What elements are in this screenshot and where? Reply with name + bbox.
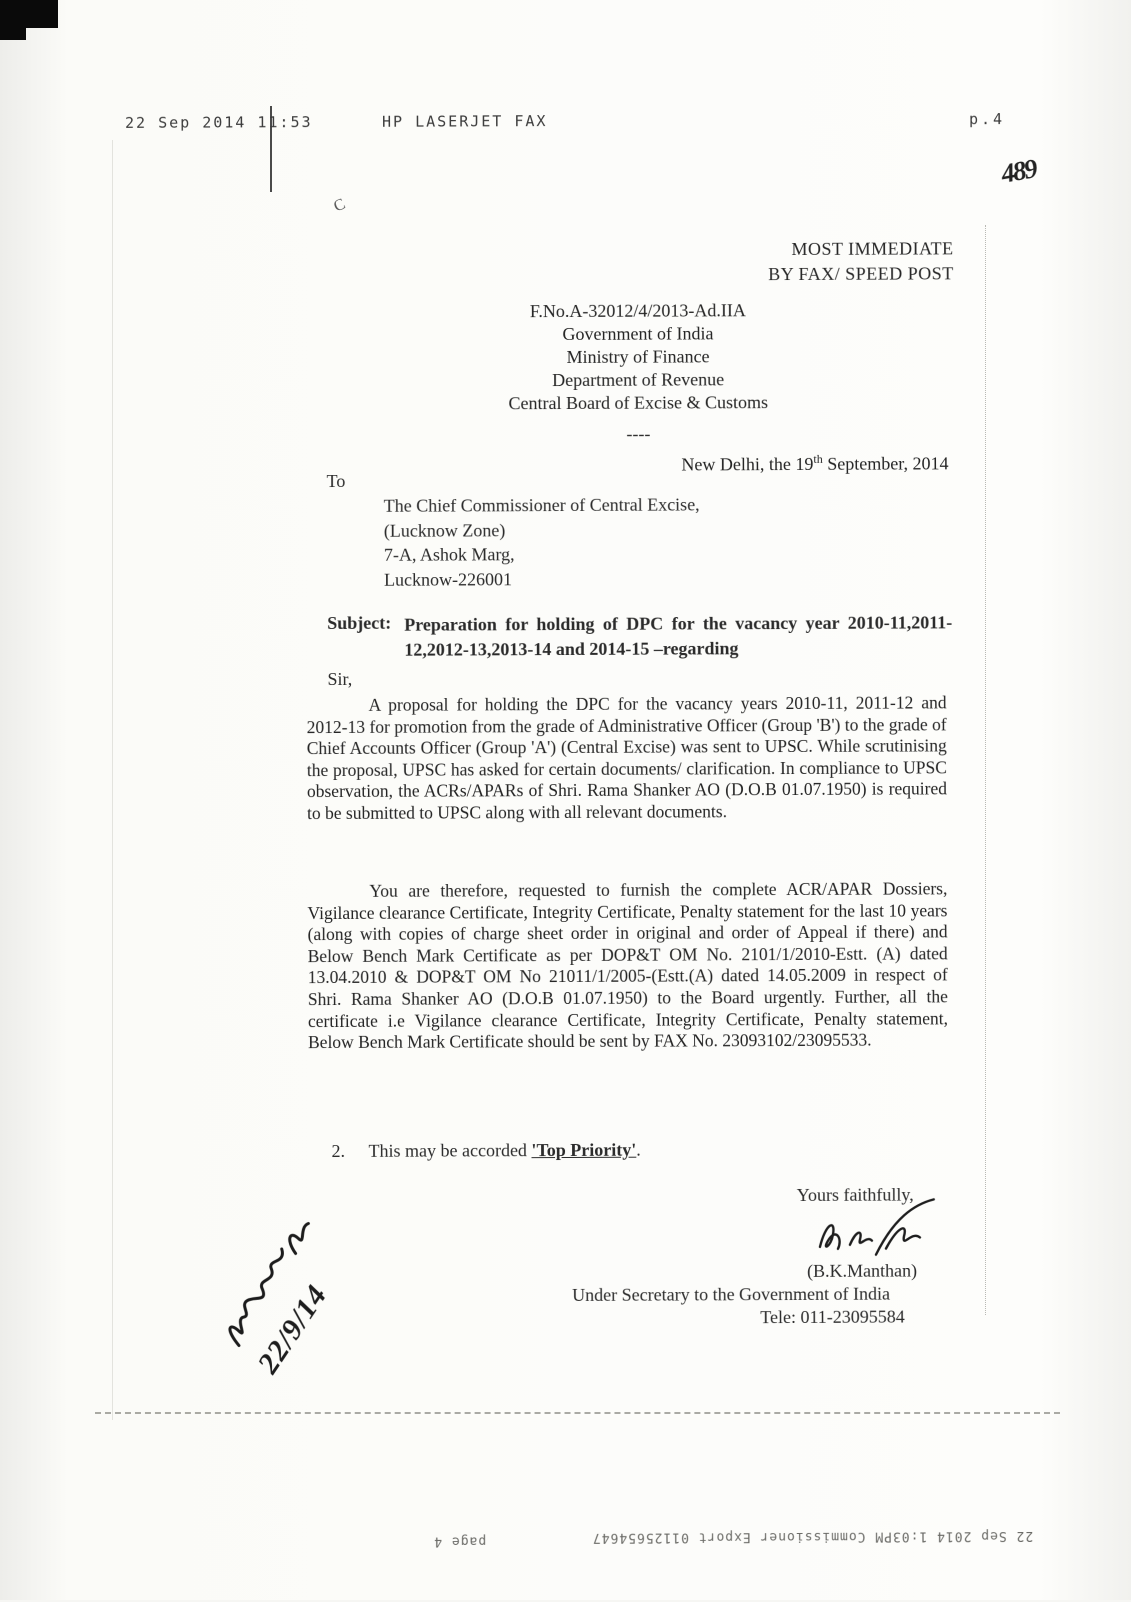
body-paragraph-1: A proposal for holding the DPC for the vacancy years 2010-11, 2011-12 and 2012-13 for promotion from the grade of Administrative Officer (Group 'B') to the grade of Chief Accounts Officer (Group 'A') (Central Excise) was sent to UPSC. While scrutinising the proposal, UPSC has asked for certain documents/ clarification. In compliance to UPSC observation, the ACRs/APARs of Shri. Rama Shanker AO (D.O.B 01.07.1950) is required to be submitted to UPSC along with all relevant documents. bbox=[306, 692, 947, 824]
footer-fax-line: 22 Sep 2014 1:03PM Commissioner Export 01125654647 bbox=[591, 1527, 1034, 1545]
address-line: Lucknow-226001 bbox=[383, 568, 513, 590]
fax-header-page: p.4 bbox=[968, 110, 1006, 129]
org-line-department: Department of Revenue bbox=[552, 369, 725, 391]
signatory-phone: Tele: 011-23095584 bbox=[760, 1306, 905, 1328]
dateline-superscript: th bbox=[813, 451, 823, 466]
org-line-ministry: Ministry of Finance bbox=[566, 346, 710, 367]
subject-label: Subject: bbox=[327, 612, 392, 634]
dateline-prefix: New Delhi, the 19 bbox=[681, 453, 814, 475]
item-2-text bbox=[368, 1140, 640, 1162]
closing: Yours faithfully, bbox=[796, 1184, 914, 1205]
fax-header-datetime: 22 Sep 2014 11:53 bbox=[125, 113, 313, 132]
handwritten-date: 22/9/14 bbox=[251, 1278, 334, 1380]
salutation: Sir, bbox=[327, 668, 353, 690]
signature-scribble bbox=[810, 1196, 960, 1263]
priority-line-1: MOST IMMEDIATE bbox=[791, 238, 954, 260]
footer-page-label: page 4 bbox=[433, 1533, 487, 1549]
letterhead-divider: ---- bbox=[626, 423, 651, 444]
recipient-address bbox=[384, 492, 700, 591]
signatory-title: Under Secretary to the Government of India bbox=[572, 1283, 891, 1305]
stray-pen-mark: C bbox=[331, 195, 348, 216]
org-line-government: Government of India bbox=[562, 323, 714, 345]
to-label: To bbox=[326, 470, 346, 492]
signatory-name: (B.K.Manthan) bbox=[807, 1260, 918, 1281]
item-2-suffix: . bbox=[636, 1139, 641, 1160]
address-line: The Chief Commissioner of Central Excise, bbox=[383, 494, 700, 516]
file-number: F.No.A-32012/4/2013-Ad.IIA bbox=[529, 300, 746, 322]
org-line-board: Central Board of Excise & Customs bbox=[508, 392, 769, 414]
handwritten-page-number: 489 bbox=[998, 153, 1039, 189]
address-line: 7-A, Ashok Marg, bbox=[383, 544, 515, 565]
address-line: (Lucknow Zone) bbox=[383, 519, 506, 541]
body-paragraph-2: You are therefore, requested to furnish the complete ACR/APAR Dossiers, Vigilance clearance Certificate, Integrity Certificate, Penalty statement for the last 10 years (along with copies of charge sheet order in original and order of Appeal if there) and Below Bench Mark Certificate as per DOP&T OM No. 2101/1/2010-Estt. (A) dated 13.04.2010 & DOP&T OM No 21011/1/2005-(Estt.(A) dated 14.05.2009 in respect of Shri. Rama Shanker AO (D.O.B 01.07.1950) to the Board urgently. Further, all the certificate i.e Vigilance clearance Certificate, Integrity Certificate, Penalty statement, Below Bench Mark Certificate should be sent by FAX No. 23093102/23095533. bbox=[307, 878, 948, 1053]
subject-text: Preparation for holding of DPC for the vacancy year 2010-11,2011-12,2012-13,2013-14 and 2014-15 –regarding bbox=[404, 612, 953, 660]
handwritten-endorsement bbox=[207, 1207, 363, 1380]
dateline-suffix: September, 2014 bbox=[822, 453, 949, 474]
item-2-number: 2. bbox=[331, 1140, 346, 1162]
priority-line-2: BY FAX/ SPEED POST bbox=[768, 263, 954, 285]
priority-block bbox=[598, 236, 954, 288]
letterhead bbox=[328, 298, 949, 447]
item-2-prefix: This may be accorded bbox=[368, 1140, 532, 1161]
dateline bbox=[588, 451, 948, 476]
item-2-emphasis: 'Top Priority' bbox=[531, 1139, 637, 1161]
fax-header-device: HP LASERJET FAX bbox=[381, 112, 548, 131]
